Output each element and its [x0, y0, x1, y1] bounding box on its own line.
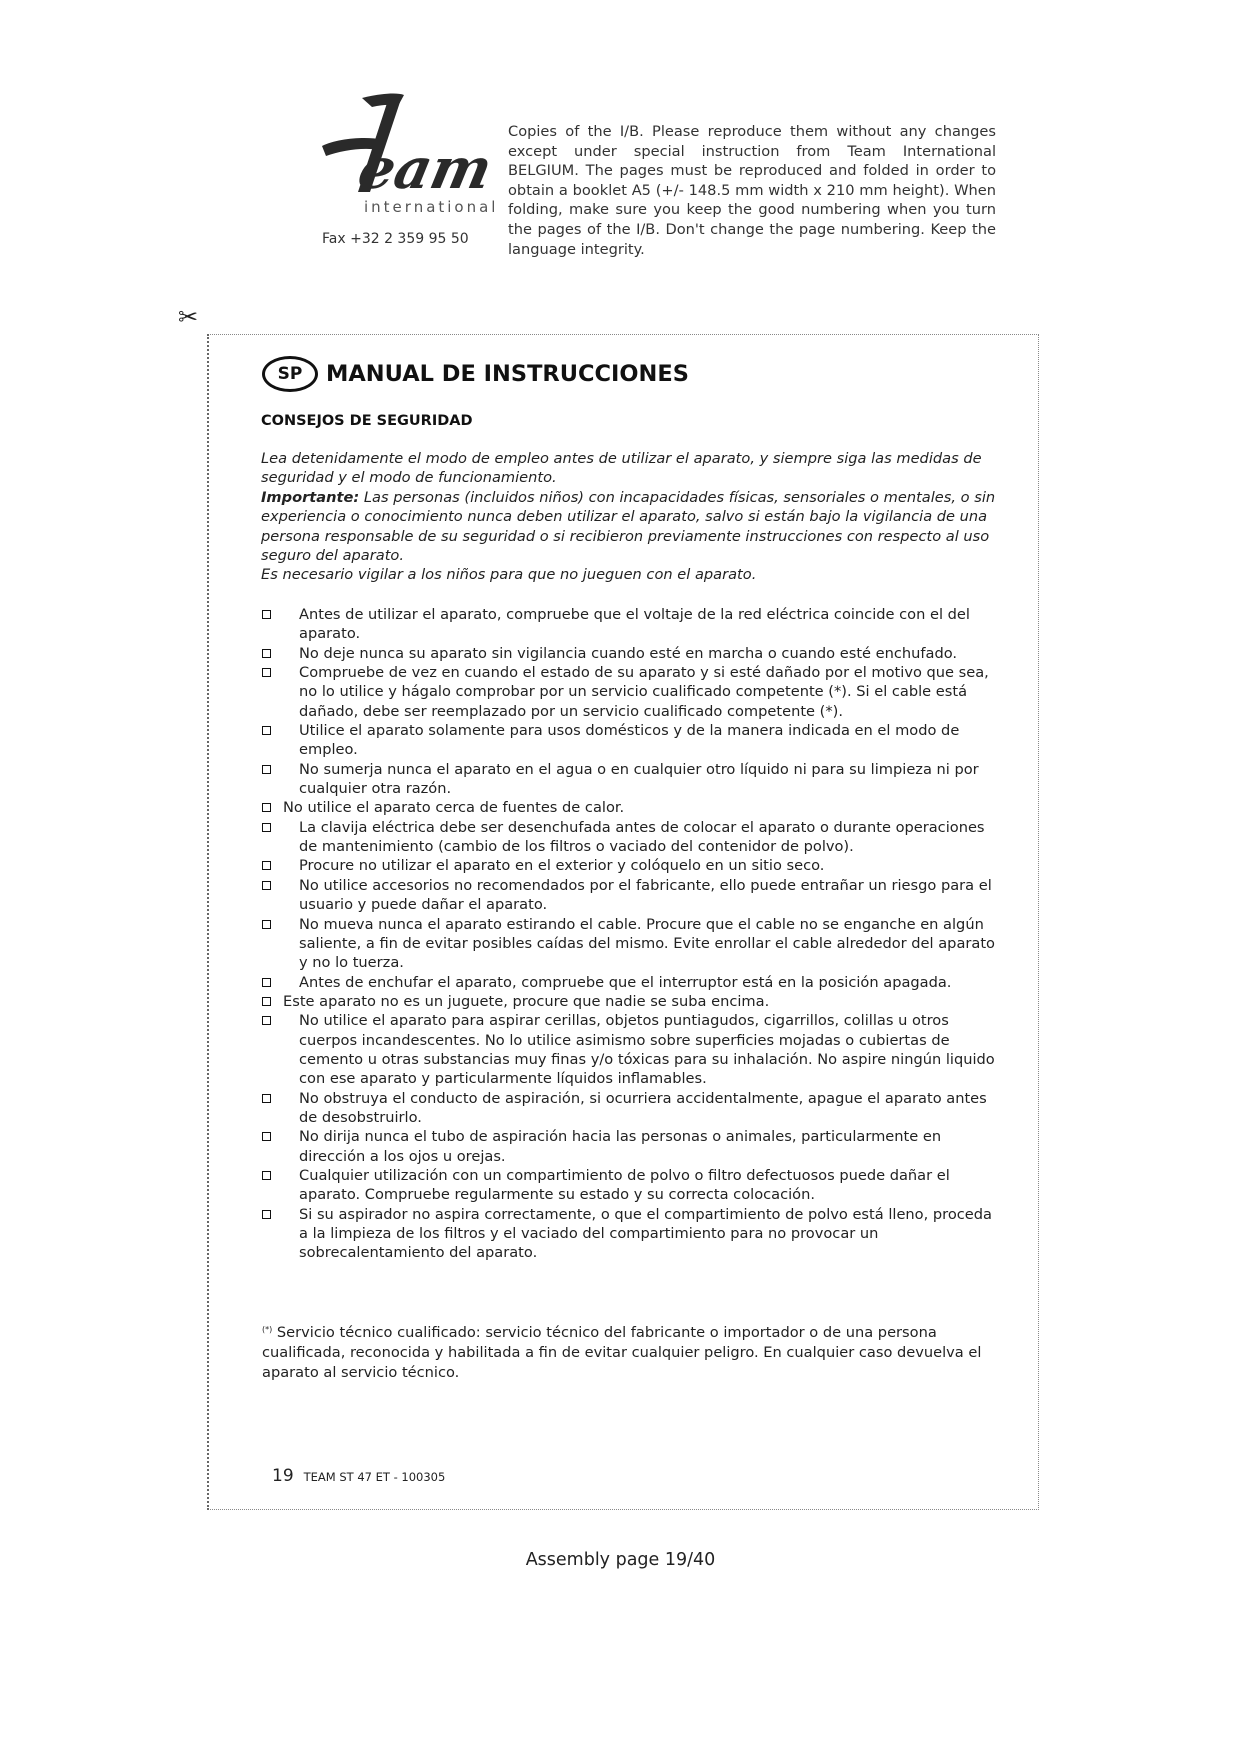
list-item-text: Utilice el aparato solamente para usos domésticos y de la manera indicada en el modo de empleo.	[299, 722, 960, 759]
footnote-mark: (*)	[262, 1325, 273, 1334]
checkbox-icon	[262, 1210, 271, 1219]
list-item	[262, 605, 1002, 644]
list-item	[262, 798, 1002, 817]
intro-text	[261, 449, 1001, 585]
list-item-text: No mueva nunca el aparato estirando el cable. Procure que el cable no se enganche en algún saliente, a fin de evitar posibles caídas del mismo. Evite enrollar el cable alrededor del aparato y no lo tuerza.	[299, 915, 995, 972]
fax-number: Fax +32 2 359 95 50	[322, 231, 469, 247]
checkbox-icon	[262, 1094, 271, 1103]
list-item	[262, 856, 1002, 875]
manual-title	[262, 356, 689, 392]
list-item-text: Cualquier utilización con un compartimiento de polvo o filtro defectuosos puede dañar el aparato. Compruebe regularmente su estado y su correcta colocación.	[299, 1166, 950, 1204]
model-code: TEAM ST 47 ET - 100305	[303, 1470, 446, 1484]
footnote	[262, 1320, 1002, 1383]
important-paragraph	[261, 488, 1001, 566]
checkbox-icon	[262, 1016, 271, 1025]
checkbox-icon	[262, 997, 271, 1006]
list-item-text: No deje nunca su aparato sin vigilancia cuando esté en marcha o cuando esté enchufado.	[299, 644, 958, 662]
list-item	[262, 760, 1002, 799]
checkbox-icon	[262, 1171, 271, 1180]
list-item-text: No utilice accesorios no recomendados por el fabricante, ello puede entrañar un riesgo para el usuario y puede dañar el aparato.	[299, 876, 992, 914]
list-item	[262, 1166, 1002, 1205]
list-item	[262, 818, 1002, 857]
list-item-text: Compruebe de vez en cuando el estado de su aparato y si esté dañado por el motivo que sea, no lo utilice y hágalo comprobar por un servicio cualificado competente (*). Si el cable está dañado, debe ser reemplazado por un servicio cualificado competente (*).	[299, 664, 989, 720]
page-footer	[272, 1466, 445, 1486]
scissors-icon: ✂	[178, 303, 199, 331]
list-item-text: Antes de utilizar el aparato, compruebe que el voltaje de la red eléctrica coincide con el del aparato.	[299, 606, 970, 643]
important-label: Importante:	[261, 488, 360, 506]
checkbox-icon	[262, 861, 271, 870]
important-text: Las personas (incluidos niños) con incapacidades físicas, sensoriales o mentales, o sin experiencia o conocimiento nunca deben utilizar el aparato, salvo si están bajo la vigilancia de una persona responsable de su seguridad o si recibieron previamente instrucciones con respecto al uso seguro del aparato.	[261, 488, 996, 565]
list-item-text: Antes de enchufar el aparato, compruebe que el interruptor está en la posición apagada.	[299, 973, 952, 991]
checkbox-icon	[262, 881, 271, 890]
list-item-text: No utilice el aparato para aspirar cerillas, objetos puntiagudos, cigarrillos, colillas u otros cuerpos incandescentes. No lo utilice asimismo sobre superficies mojadas o cubiertas de cemento u otras substancias muy finas y/o tóxicas para su inhalación. No aspire ningún liquido con ese aparato y particularmente líquidos inflamables.	[299, 1012, 995, 1088]
checkbox-icon	[262, 1132, 271, 1141]
list-item-text: La clavija eléctrica debe ser desenchufada antes de colocar el aparato o durante operaciones de mantenimiento (cambio de los filtros o vaciado del contenidor de polvo).	[299, 818, 985, 856]
intro-paragraph: Lea detenidamente el modo de empleo antes de utilizar el aparato, y siempre siga las medidas de seguridad y el modo de funcionamiento.	[261, 450, 982, 487]
list-item	[262, 915, 1002, 973]
list-item	[262, 1089, 1002, 1128]
list-item	[262, 876, 1002, 915]
section-heading: CONSEJOS DE SEGURIDAD	[261, 413, 473, 429]
checkbox-icon	[262, 978, 271, 987]
list-item	[262, 721, 1002, 760]
svg-text:international: international	[364, 198, 499, 216]
team-international-logo	[318, 92, 499, 220]
page-title: MANUAL DE INSTRUCCIONES	[326, 361, 689, 387]
svg-text:eam: eam	[352, 136, 498, 202]
checkbox-icon	[262, 823, 271, 832]
list-item-text: No dirija nunca el tubo de aspiración hacia las personas o animales, particularmente en dirección a los ojos u orejas.	[299, 1128, 942, 1165]
language-badge: SP	[262, 356, 318, 392]
list-item	[262, 973, 1002, 992]
list-item-text: Este aparato no es un juguete, procure que nadie se suba encima.	[283, 992, 770, 1010]
list-item	[262, 663, 1002, 721]
assembly-page-label: Assembly page 19/40	[525, 1550, 716, 1570]
footnote-text: Servicio técnico cualificado: servicio técnico del fabricante o importador o de una persona cualificada, reconocida y habilitada a fin de evitar cualquier peligro. En cualquier caso devuelva el aparato al servicio técnico.	[262, 1324, 982, 1381]
list-item-text: No utilice el aparato cerca de fuentes de calor.	[283, 799, 625, 817]
checkbox-icon	[262, 765, 271, 774]
list-item	[262, 1205, 1002, 1263]
reproduction-notice: Copies of the I/B. Please reproduce them without any changes except under special instruction from Team International BELGIUM. The pages must be reproduced and folded in order to obtain a booklet A5 (+/- 148.5 mm width x 210 mm height). When folding, make sure you keep the good numbering when you turn the pages of the I/B. Don't change the page numbering. Keep the language integrity.	[508, 123, 996, 258]
checkbox-icon	[262, 610, 271, 619]
checkbox-icon	[262, 803, 271, 812]
safety-list	[262, 605, 1002, 1263]
checkbox-icon	[262, 668, 271, 677]
list-item	[262, 644, 1002, 663]
list-item	[262, 992, 1002, 1011]
list-item-text: Procure no utilizar el aparato en el exterior y colóquelo en un sitio seco.	[299, 857, 825, 875]
page-number: 19	[272, 1466, 294, 1486]
list-item	[262, 1127, 1002, 1166]
list-item-text: Si su aspirador no aspira correctamente, o que el compartimiento de polvo está lleno, proceda a la limpieza de los filtros y el vaciado del compartimiento para no provocar un sobrecalentamiento del aparato.	[299, 1205, 992, 1262]
list-item-text: No obstruya el conducto de aspiración, si ocurriera accidentalmente, apague el aparato antes de desobstruirlo.	[299, 1089, 987, 1126]
list-item	[262, 1011, 1002, 1088]
checkbox-icon	[262, 920, 271, 929]
list-item-text: No sumerja nunca el aparato en el agua o en cualquier otro líquido ni para su limpieza ni por cualquier otra razón.	[299, 760, 979, 798]
checkbox-icon	[262, 649, 271, 658]
children-warning: Es necesario vigilar a los niños para que no jueguen con el aparato.	[261, 566, 757, 584]
checkbox-icon	[262, 726, 271, 735]
cut-line	[207, 334, 209, 1510]
